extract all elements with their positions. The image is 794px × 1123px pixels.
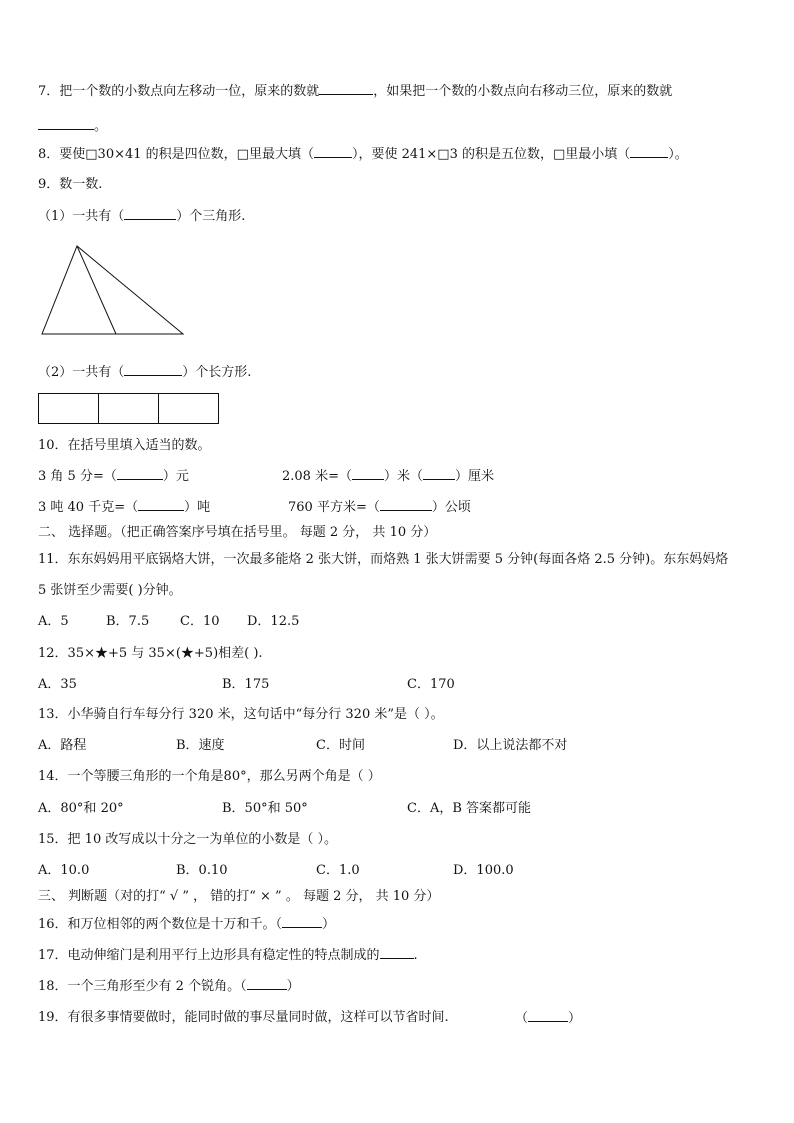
q17-blank[interactable]	[380, 946, 414, 959]
q8-line	[38, 145, 688, 164]
section-2-heading: 二、 选择题。（把正确答案序号填在括号里。 每题 2 分， 共 10 分）	[38, 525, 437, 540]
q19-line	[38, 1009, 449, 1027]
q17-end: .	[413, 948, 418, 963]
section-3-heading: 三、 判断题（对的打“ √ ” ， 错的打“ × ” 。 每题 2 分， 共 10 分）	[38, 889, 440, 904]
q11-option-d[interactable]: D．12.5	[247, 614, 300, 629]
q16-close: ）	[322, 917, 336, 932]
q10-r1a-text: 3 角 5 分=（	[38, 469, 117, 484]
rectangle-cell	[99, 394, 159, 423]
q9-part1-text-a: （1）一共有（	[38, 209, 125, 224]
q15-option-a[interactable]: A．10.0	[38, 863, 90, 878]
q13-text: 13．小华骑自行车每分行 320 米，这句话中“每分行 320 米”是（ ）。	[38, 707, 444, 722]
q18-close: ）	[286, 979, 300, 994]
q10-row2-a	[38, 498, 210, 517]
q7-blank-2[interactable]	[38, 117, 94, 130]
q14-option-b[interactable]: B．50°和 50°	[222, 801, 308, 816]
q9-title: 9．数一数.	[38, 177, 103, 192]
rectangles-figure	[38, 393, 219, 424]
q8-text-b: ），要使 241×□3 的积是五位数，□里最小填（	[351, 147, 631, 162]
q8-text-a: 8．要使□30×41 的积是四位数，□里最大填（	[38, 147, 314, 162]
q10-r2a-unit: ）吨	[184, 500, 211, 515]
q11-option-a[interactable]: A．5	[38, 614, 69, 629]
q11-line2: 5 张饼至少需要( )分钟。	[38, 583, 182, 598]
q16-line	[38, 915, 335, 934]
triangle-divider	[77, 246, 116, 334]
q14-option-a[interactable]: A．80°和 20°	[38, 801, 124, 816]
q9-part2-blank[interactable]	[124, 363, 182, 376]
q17-text: 17．电动伸缩门是利用平行上边形具有稳定性的特点制成的	[38, 948, 380, 963]
q19-open: （	[515, 1011, 529, 1026]
triangle-figure	[40, 244, 186, 336]
q7-line1	[38, 82, 672, 101]
q9-part2-text-a: （2）一共有（	[38, 365, 125, 380]
q16-blank[interactable]	[282, 915, 322, 928]
q10-r2a-blank[interactable]	[138, 498, 184, 511]
q10-r1b-unit-1: ）米（	[383, 469, 423, 484]
q19-blank[interactable]	[528, 1009, 568, 1022]
q14-option-c[interactable]: C．A，B 答案都可能	[407, 801, 532, 816]
q10-row2-b	[288, 498, 471, 517]
q9-part1	[38, 207, 245, 226]
q11-line1: 11．东东妈妈用平底锅烙大饼，一次最多能烙 2 张大饼，而烙熟 1 张大饼需要 5 分钟(每面各烙 2.5 分钟)。东东妈妈烙	[38, 552, 729, 567]
q17-line	[38, 946, 418, 965]
q12-option-a[interactable]: A．35	[38, 677, 77, 692]
q10-row1-a	[38, 467, 189, 486]
q13-option-d[interactable]: D．以上说法都不对	[453, 738, 568, 753]
q11-option-b[interactable]: B．7.5	[106, 614, 150, 629]
q15-option-c[interactable]: C．1.0	[316, 863, 360, 878]
q18-text: 18．一个三角形至少有 2 个锐角。（	[38, 979, 247, 994]
q10-r1b-blank-1[interactable]	[352, 467, 384, 480]
q16-text: 16．和万位相邻的两个数位是十万和千。（	[38, 917, 283, 932]
q10-r2b-text: 760 平方米=（	[288, 500, 380, 515]
q8-blank-2[interactable]	[630, 145, 668, 158]
q7-line2	[38, 117, 107, 136]
q18-blank[interactable]	[247, 977, 287, 990]
q11-option-c[interactable]: C．10	[180, 614, 220, 629]
q10-r1a-blank[interactable]	[117, 467, 163, 480]
q15-option-d[interactable]: D．100.0	[453, 863, 514, 878]
rectangle-cell	[39, 394, 99, 423]
q8-text-c: ）。	[668, 147, 688, 162]
q12-option-b[interactable]: B．175	[222, 677, 270, 692]
q10-title: 10．在括号里填入适当的数。	[38, 438, 211, 453]
q7-text-b: ，如果把一个数的小数点向右移动三位，原来的数就	[373, 84, 673, 99]
q7-blank-1[interactable]	[319, 82, 373, 95]
q19-answer	[515, 1009, 581, 1028]
q19-close: ）	[568, 1011, 582, 1026]
q9-part1-blank[interactable]	[124, 207, 176, 220]
q10-r2b-unit: ）公顷	[431, 500, 471, 515]
rectangle-cell	[159, 394, 218, 423]
q15-option-b[interactable]: B．0.10	[176, 863, 228, 878]
q12-text: 12．35×★+5 与 35×(★+5)相差( ).	[38, 646, 263, 661]
q19-text: 19．有很多事情要做时，能同时做的事尽量同时做，这样可以节省时间.	[38, 1010, 449, 1025]
q9-part2	[38, 363, 251, 382]
q7-end: 。	[94, 119, 108, 134]
q13-option-a[interactable]: A．路程	[38, 738, 87, 753]
q9-part1-text-b: ）个三角形.	[176, 209, 246, 224]
q10-r1b-text: 2.08 米=（	[282, 469, 352, 484]
q13-option-c[interactable]: C．时间	[316, 738, 365, 753]
q10-row1-b	[282, 467, 494, 486]
q10-r2a-text: 3 吨 40 千克=（	[38, 500, 139, 515]
q9-part2-text-b: ）个长方形.	[182, 365, 252, 380]
q10-r1b-blank-2[interactable]	[423, 467, 455, 480]
q18-line	[38, 977, 300, 996]
q7-text-a: 7．把一个数的小数点向左移动一位，原来的数就	[38, 84, 320, 99]
q12-option-c[interactable]: C．170	[407, 677, 455, 692]
q15-text: 15．把 10 改写成以十分之一为单位的小数是（ ）。	[38, 832, 337, 847]
triangle-outline	[42, 246, 183, 334]
q14-text: 14．一个等腰三角形的一个角是80°，那么另两个角是（ ）	[38, 769, 381, 784]
q10-r2b-blank[interactable]	[380, 498, 432, 511]
q13-option-b[interactable]: B．速度	[176, 738, 225, 753]
q10-r1a-unit: ）元	[162, 469, 189, 484]
q10-r1b-unit-2: ）厘米	[455, 469, 495, 484]
q8-blank-1[interactable]	[314, 145, 352, 158]
